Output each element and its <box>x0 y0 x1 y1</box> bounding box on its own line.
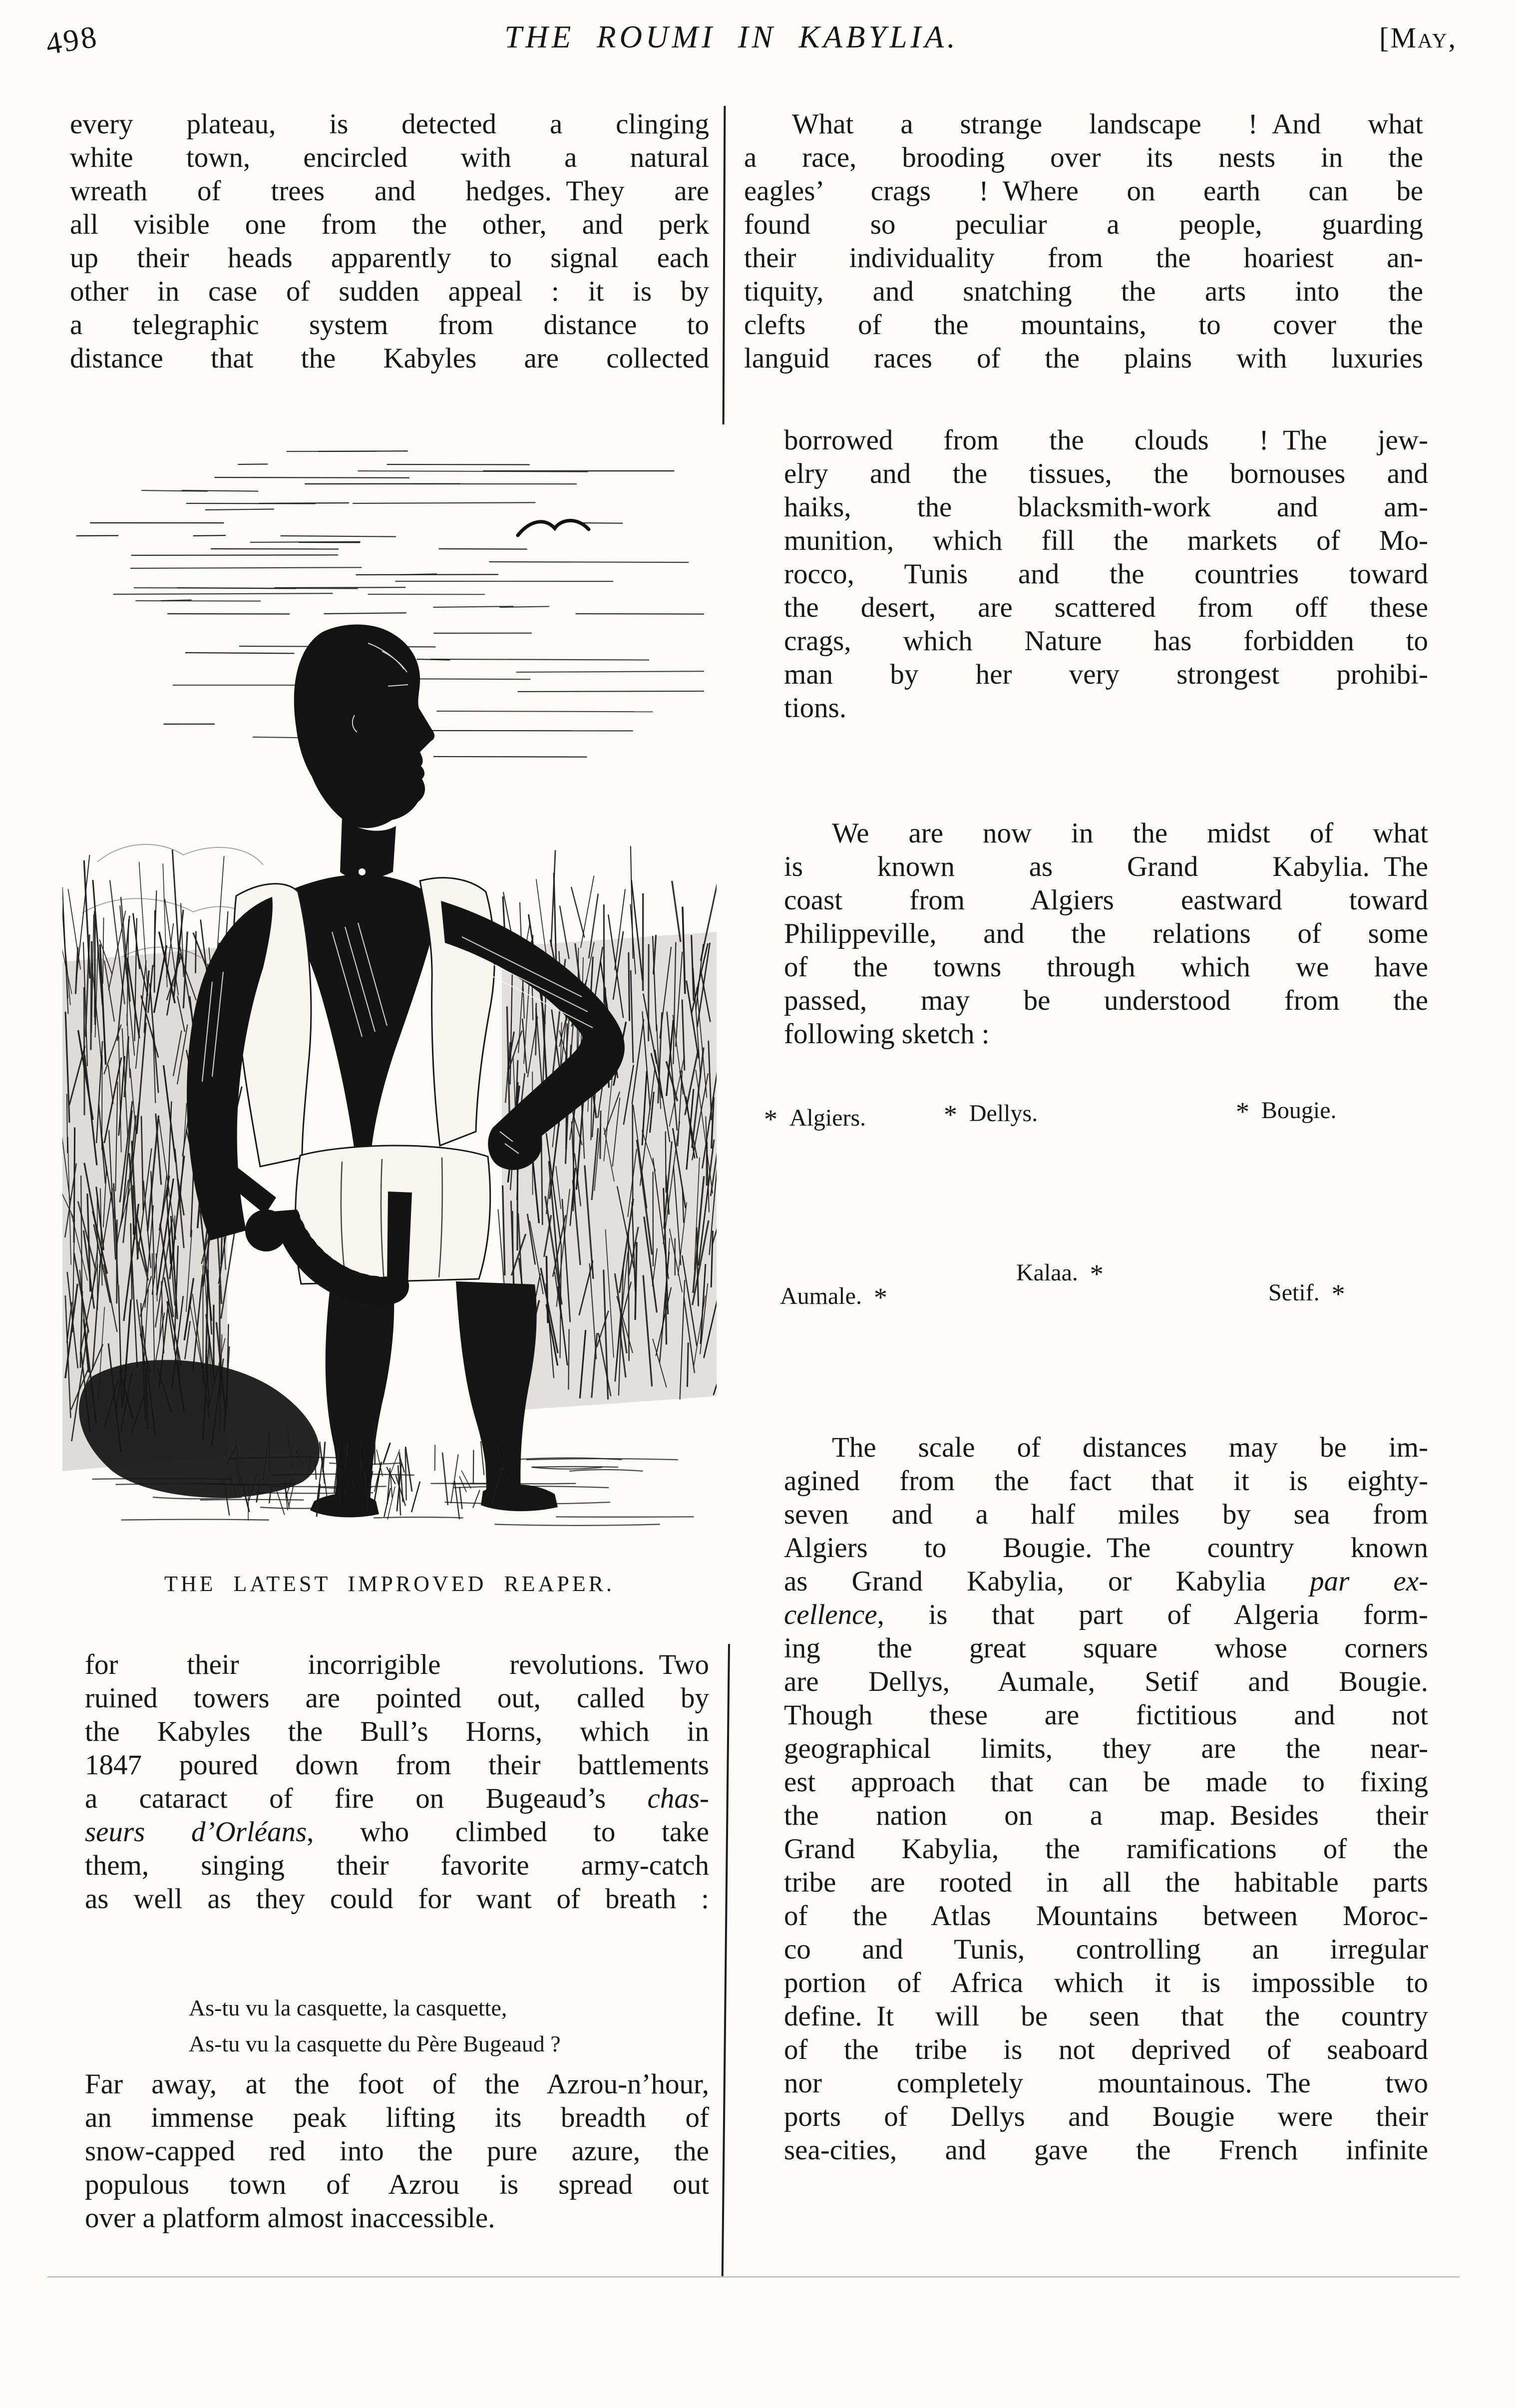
text-line <box>70 275 709 308</box>
text-seg: of the tribe is not deprived of seaboard <box>784 2034 1428 2065</box>
bottom-rule <box>47 2276 1460 2278</box>
text-seg: sea-cities, and gave the French infinite <box>784 2134 1428 2166</box>
head-profile <box>294 625 434 828</box>
sketch-town-dellys <box>944 1097 1038 1128</box>
text-line <box>784 950 1428 984</box>
text-line <box>784 1531 1428 1565</box>
text-seg: , is that part of Algeria form- <box>877 1599 1428 1630</box>
text-seg: As-tu vu la casquette, la casquette, <box>189 1995 507 2020</box>
text-line <box>784 2066 1428 2100</box>
text-seg: munition, which fill the markets of Mo- <box>784 525 1428 556</box>
text-line <box>85 2101 709 2134</box>
text-seg: tribe are rooted in all the habitable parts <box>784 1867 1428 1898</box>
paragraph <box>70 107 709 375</box>
text-line <box>70 141 709 174</box>
town-star-icon: * <box>873 1282 887 1312</box>
text-line <box>85 1782 709 1815</box>
issue-date: [May, <box>1379 21 1457 54</box>
sketch-town-aumale <box>780 1279 887 1310</box>
reaper-engraving <box>62 432 717 1541</box>
text-seg: a cataract of fire on Bugeaud’s <box>85 1783 648 1814</box>
italic-text-seg: seurs d’Orléans <box>85 1816 307 1848</box>
text-line <box>784 658 1428 691</box>
town-star-icon: * <box>1331 1279 1345 1309</box>
text-line <box>784 816 1428 850</box>
text-line <box>85 1815 709 1849</box>
town-label: Dellys. <box>969 1100 1038 1127</box>
text-seg: co and Tunis, controlling an irregular <box>784 1934 1428 1965</box>
text-line <box>744 308 1423 342</box>
text-line <box>784 1933 1428 1966</box>
paragraph <box>784 1431 1428 2167</box>
text-seg: of the towns through which we have <box>784 951 1428 983</box>
paragraph <box>85 1648 709 1916</box>
text-line <box>784 1799 1428 1832</box>
text-line <box>784 1464 1428 1498</box>
illustration <box>62 432 719 1545</box>
text-seg: the Kabyles the Bull’s Horns, which in <box>85 1716 709 1747</box>
text-seg: as well as they could for want of breath : <box>85 1883 709 1915</box>
text-line <box>784 2033 1428 2066</box>
text-seg: populous town of Azrou is spread out <box>85 2169 709 2200</box>
text-line <box>85 2067 709 2101</box>
bird-icon <box>518 520 589 535</box>
sketch-town-setif <box>1268 1276 1345 1307</box>
sketch-map <box>744 1074 1423 1353</box>
sketch-town-kalaa <box>1016 1256 1104 1287</box>
text-seg: them, singing their favorite army-catch <box>85 1850 709 1881</box>
text-seg: an immense peak lifting its breadth of <box>85 2102 709 2133</box>
text-line <box>784 1899 1428 1933</box>
text-seg: clefts of the mountains, to cover the <box>744 309 1423 341</box>
text-seg: are Dellys, Aumale, Setif and Bougie. <box>784 1666 1428 1697</box>
text-seg: As-tu vu la casquette du Père Bugeaud ? <box>189 2031 561 2056</box>
text-seg: found so peculiar a people, guarding <box>744 209 1423 240</box>
text-seg: The scale of distances may be im- <box>832 1432 1428 1463</box>
text-seg: for their incorrigible revolutions. Two <box>85 1649 709 1680</box>
paragraph <box>85 2067 709 2235</box>
text-seg: languid races of the plains with luxuries <box>744 343 1423 374</box>
text-seg: What a strange landscape ! And what <box>792 108 1423 140</box>
text-seg: Though these are fictitious and not <box>784 1699 1428 1731</box>
text-seg: white town, encircled with a natural <box>70 142 709 173</box>
text-line <box>85 1990 709 2026</box>
italic-text-seg: par ex- <box>1310 1566 1429 1597</box>
text-seg: tiquity, and snatching the arts into the <box>744 276 1423 307</box>
text-seg: their individuality from the hoariest an- <box>744 242 1423 274</box>
text-seg: ing the great square whose corners <box>784 1632 1428 1664</box>
text-line <box>85 1748 709 1782</box>
text-line <box>744 141 1423 174</box>
text-line <box>784 423 1428 457</box>
text-seg: distance that the Kabyles are collected <box>70 343 709 374</box>
sketch-town-bougie <box>1236 1094 1337 1125</box>
text-seg: tions. <box>784 692 847 724</box>
text-seg: ports of Dellys and Bougie were their <box>784 2101 1428 2132</box>
text-line <box>784 1966 1428 2000</box>
text-line <box>784 1017 1428 1051</box>
paragraph <box>744 107 1423 375</box>
text-line <box>744 275 1423 308</box>
text-line <box>784 1732 1428 1765</box>
text-line <box>70 342 709 375</box>
text-seg: We are now in the midst of what <box>832 817 1428 849</box>
text-seg: eagles’ crags ! Where on earth can be <box>744 175 1423 207</box>
text-seg: Far away, at the foot of the Azrou-n’hour, <box>85 2068 709 2100</box>
text-seg: Grand Kabylia, the ramifications of the <box>784 1833 1428 1865</box>
text-line <box>784 691 1428 725</box>
text-seg: other in case of sudden appeal : it is by <box>70 276 709 307</box>
text-line <box>784 2100 1428 2133</box>
sketch-town-algiers <box>764 1101 866 1132</box>
text-seg: seven and a half miles by sea from <box>784 1499 1428 1530</box>
paragraph <box>784 816 1428 1051</box>
text-seg: a telegraphic system from distance to <box>70 309 709 341</box>
text-line <box>744 107 1423 141</box>
text-seg: is known as Grand Kabylia. The <box>784 851 1428 882</box>
text-line <box>784 1832 1428 1866</box>
text-seg: agined from the fact that it is eighty- <box>784 1465 1428 1497</box>
text-line <box>784 1598 1428 1631</box>
text-seg: over a platform almost inaccessible. <box>85 2202 495 2234</box>
right-foot <box>481 1484 558 1511</box>
town-star-icon: * <box>764 1104 777 1134</box>
text-seg: elry and the tissues, the bornouses and <box>784 458 1428 489</box>
text-line <box>784 1665 1428 1698</box>
verse <box>85 1990 709 2062</box>
text-line <box>85 1648 709 1681</box>
text-line <box>784 1498 1428 1531</box>
town-star-icon: * <box>1236 1097 1249 1127</box>
text-seg: man by her very strongest prohibi- <box>784 659 1428 690</box>
town-label: Aumale. <box>780 1283 862 1309</box>
text-seg: following sketch : <box>784 1018 990 1050</box>
text-seg: the nation on a map. Besides their <box>784 1800 1428 1831</box>
neck-bead <box>359 868 366 875</box>
text-seg: wreath of trees and hedges. They are <box>70 175 709 207</box>
town-star-icon: * <box>1090 1259 1104 1289</box>
text-line <box>784 490 1428 524</box>
text-line <box>784 1565 1428 1598</box>
text-line <box>85 1715 709 1748</box>
text-line <box>784 850 1428 883</box>
text-seg: of the Atlas Mountains between Moroc- <box>784 1900 1428 1932</box>
text-line <box>70 107 709 141</box>
text-seg: portion of Africa which it is impossible to <box>784 1967 1428 1999</box>
text-seg: up their heads apparently to signal each <box>70 242 709 274</box>
text-seg: passed, may be understood from the <box>784 985 1428 1016</box>
text-seg: Philippeville, and the relations of some <box>784 918 1428 949</box>
text-line <box>85 2168 709 2201</box>
text-line <box>85 1882 709 1916</box>
text-seg: every plateau, is detected a clinging <box>70 108 709 140</box>
text-line <box>744 174 1423 208</box>
text-line <box>784 917 1428 950</box>
cast-shadow <box>79 1360 320 1498</box>
text-line <box>784 1431 1428 1464</box>
column-divider-top <box>723 106 726 424</box>
column-divider-bottom <box>722 1644 730 2277</box>
text-line <box>70 174 709 208</box>
text-line <box>784 2000 1428 2033</box>
text-line <box>784 591 1428 624</box>
text-seg: Algiers to Bougie. The country known <box>784 1532 1428 1564</box>
town-star-icon: * <box>944 1100 957 1130</box>
text-seg: a race, brooding over its nests in the <box>744 142 1423 173</box>
text-seg: est approach that can be made to fixing <box>784 1766 1428 1798</box>
town-label: Kalaa. <box>1016 1259 1078 1286</box>
text-line <box>744 342 1423 375</box>
text-line <box>85 1849 709 1882</box>
text-seg: nor completely mountainous. The two <box>784 2067 1428 2099</box>
italic-text-seg: cellence <box>784 1599 877 1630</box>
text-seg: snow-capped red into the pure azure, the <box>85 2135 709 2167</box>
text-line <box>85 2026 709 2062</box>
text-line <box>784 1698 1428 1732</box>
text-line <box>784 557 1428 591</box>
text-line <box>744 241 1423 275</box>
text-seg: , who climbed to take <box>307 1816 709 1848</box>
text-line <box>85 2134 709 2168</box>
text-seg: ruined towers are pointed out, called by <box>85 1682 709 1714</box>
text-seg: 1847 poured down from their battlements <box>85 1749 709 1781</box>
running-title: THE ROUMI IN KABYLIA. <box>504 19 959 54</box>
page-number: 498 <box>43 19 101 61</box>
text-seg: the desert, are scattered from off these <box>784 592 1428 623</box>
town-label: Bougie. <box>1261 1097 1337 1124</box>
paragraph <box>784 423 1428 725</box>
text-line <box>784 883 1428 917</box>
text-seg: coast from Algiers eastward toward <box>784 884 1428 916</box>
text-line <box>784 2133 1428 2167</box>
text-line <box>85 2201 709 2235</box>
text-line <box>744 208 1423 241</box>
text-seg: haiks, the blacksmith-work and am- <box>784 491 1428 523</box>
italic-text-seg: chas- <box>647 1783 709 1814</box>
town-label: Setif. <box>1268 1279 1320 1306</box>
text-seg: borrowed from the clouds ! The jew- <box>784 424 1428 456</box>
text-seg: geographical limits, they are the near- <box>784 1733 1428 1764</box>
text-line <box>70 241 709 275</box>
text-line <box>784 624 1428 658</box>
text-seg: rocco, Tunis and the countries toward <box>784 558 1428 590</box>
text-seg: crags, which Nature has forbidden to <box>784 625 1428 657</box>
text-seg: all visible one from the other, and perk <box>70 209 709 240</box>
text-seg: as Grand Kabylia, or Kabylia <box>784 1566 1310 1597</box>
text-line <box>784 984 1428 1017</box>
town-label: Algiers. <box>789 1105 866 1131</box>
text-line <box>784 524 1428 557</box>
text-line <box>784 1631 1428 1665</box>
text-line <box>784 457 1428 490</box>
text-line <box>70 208 709 241</box>
text-line <box>784 1866 1428 1899</box>
text-line <box>85 1681 709 1715</box>
text-line <box>784 1765 1428 1799</box>
text-line <box>70 308 709 342</box>
illustration-caption: THE LATEST IMPROVED REAPER. <box>164 1572 615 1596</box>
text-seg: define. It will be seen that the country <box>784 2001 1428 2032</box>
